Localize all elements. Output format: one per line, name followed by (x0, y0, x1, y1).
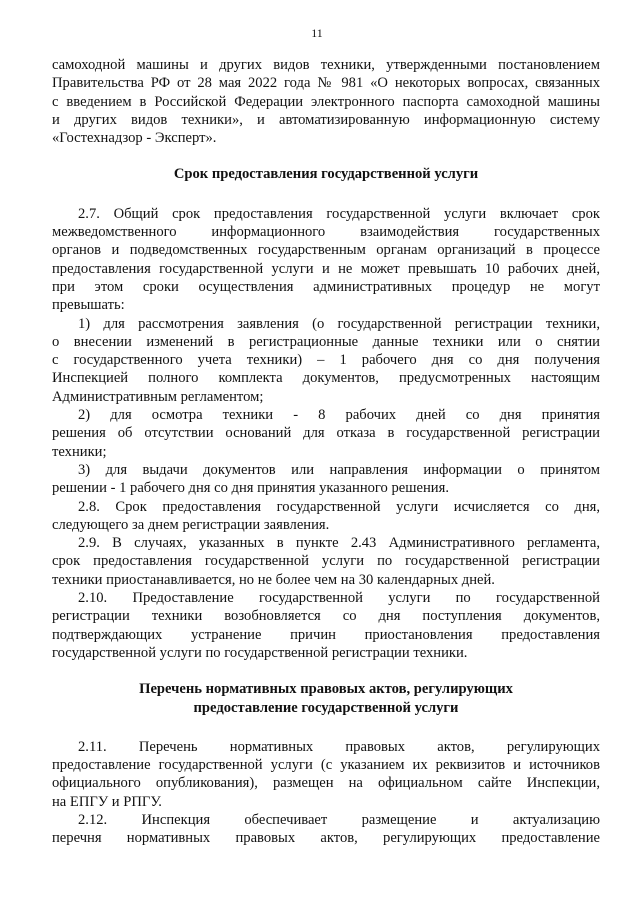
paragraph-2-9 (52, 534, 600, 589)
text-line: техники; (52, 443, 107, 460)
list-item-3 (52, 461, 600, 498)
text-line: 2.8. Срок предоставления государственной услуги исчисляется со дня, (78, 498, 600, 515)
text-line: 2.12. Инспекция обеспечивает размещение и актуализацию (78, 811, 600, 828)
heading-line: предоставление государственной услуги (193, 699, 459, 716)
heading-line: Перечень нормативных правовых актов, регулирующих (139, 681, 513, 698)
text-line: Административным регламентом; (52, 388, 264, 405)
paragraph-2-12 (52, 811, 600, 848)
text-line: срок предоставления государственной услуги по государственной регистрации (52, 553, 600, 570)
text-line: подтверждающих устранение причин приостановления предоставления (52, 626, 600, 643)
text-line: предоставление государственной услуги (с указанием их реквизитов и источников (52, 757, 600, 774)
text-line: государственной услуги по государственной регистрации техники. (52, 644, 468, 661)
text-line: Правительства РФ от 28 мая 2022 года № 981 «О некоторых вопросах, связанных (52, 75, 600, 92)
text-line: на ЕПГУ и РПГУ. (52, 793, 162, 810)
text-line: решении - 1 рабочего дня со дня принятия указанного решения. (52, 480, 449, 497)
text-line: самоходной машины и других видов техники, утвержденными постановлением (52, 57, 600, 73)
section-heading-acts (52, 680, 600, 717)
text-line: предоставления государственной услуги и не может превышать 10 рабочих дней, (52, 260, 600, 277)
text-line: техники приостанавливается, но не более чем на 30 календарных дней. (52, 571, 495, 588)
page-content (52, 52, 600, 848)
text-line: официального опубликования), размещен на официальном сайте Инспекции, (52, 775, 600, 792)
text-line: 1) для рассмотрения заявления (о государственной регистрации техники, (78, 315, 600, 332)
text-line: при этом сроки осуществления административных процедур не могут (52, 278, 600, 295)
text-line: и других видов техники», и автоматизированную информационную систему (52, 111, 600, 128)
text-line: 2.9. В случаях, указанных в пункте 2.43 Административного регламента, (78, 535, 600, 552)
text-line: превышать: (52, 297, 125, 314)
intro-paragraph (52, 56, 600, 147)
text-line: органов и подведомственных государственным органам организаций в процессе (52, 242, 600, 259)
paragraph-2-10 (52, 589, 600, 662)
list-item-2 (52, 406, 600, 461)
list-item-1 (52, 315, 600, 406)
text-line: 2.7. Общий срок предоставления государственной услуги включает срок (78, 205, 600, 222)
text-line: решения об отсутствии оснований для отказа в государственной регистрации (52, 425, 600, 442)
text-line: 2) для осмотра техники - 8 рабочих дней со дня принятия (78, 407, 600, 424)
text-line: Инспекцией полного комплекта документов, предусмотренных настоящим (52, 370, 600, 387)
page-number: 11 (311, 26, 323, 40)
paragraph-2-11 (52, 738, 600, 811)
text-line: с введением в Российской Федерации электронного паспорта самоходной машины (52, 93, 600, 110)
text-line: 2.11. Перечень нормативных правовых актов, регулирующих (78, 738, 600, 755)
text-line: «Гостехнадзор - Эксперт». (52, 130, 217, 147)
paragraph-2-7 (52, 205, 600, 315)
text-line: регистрации техники возобновляется со дня поступления документов, (52, 608, 600, 625)
text-line: следующего за днем регистрации заявления. (52, 516, 330, 533)
section-heading-term: Срок предоставления государственной услуги (173, 166, 479, 183)
text-line: о внесении изменений в регистрационные данные техники или о снятии (52, 333, 600, 350)
text-line: межведомственного информационного взаимодействия государственных (52, 224, 600, 241)
text-line: с государственного учета техники) – 1 рабочего дня со дня получения (52, 352, 600, 369)
text-line: перечня нормативных правовых актов, регулирующих предоставление (52, 830, 600, 847)
paragraph-2-8 (52, 498, 600, 535)
text-line: 2.10. Предоставление государственной услуги по государственной (78, 590, 600, 607)
text-line: 3) для выдачи документов или направления информации о принятом (78, 461, 600, 478)
